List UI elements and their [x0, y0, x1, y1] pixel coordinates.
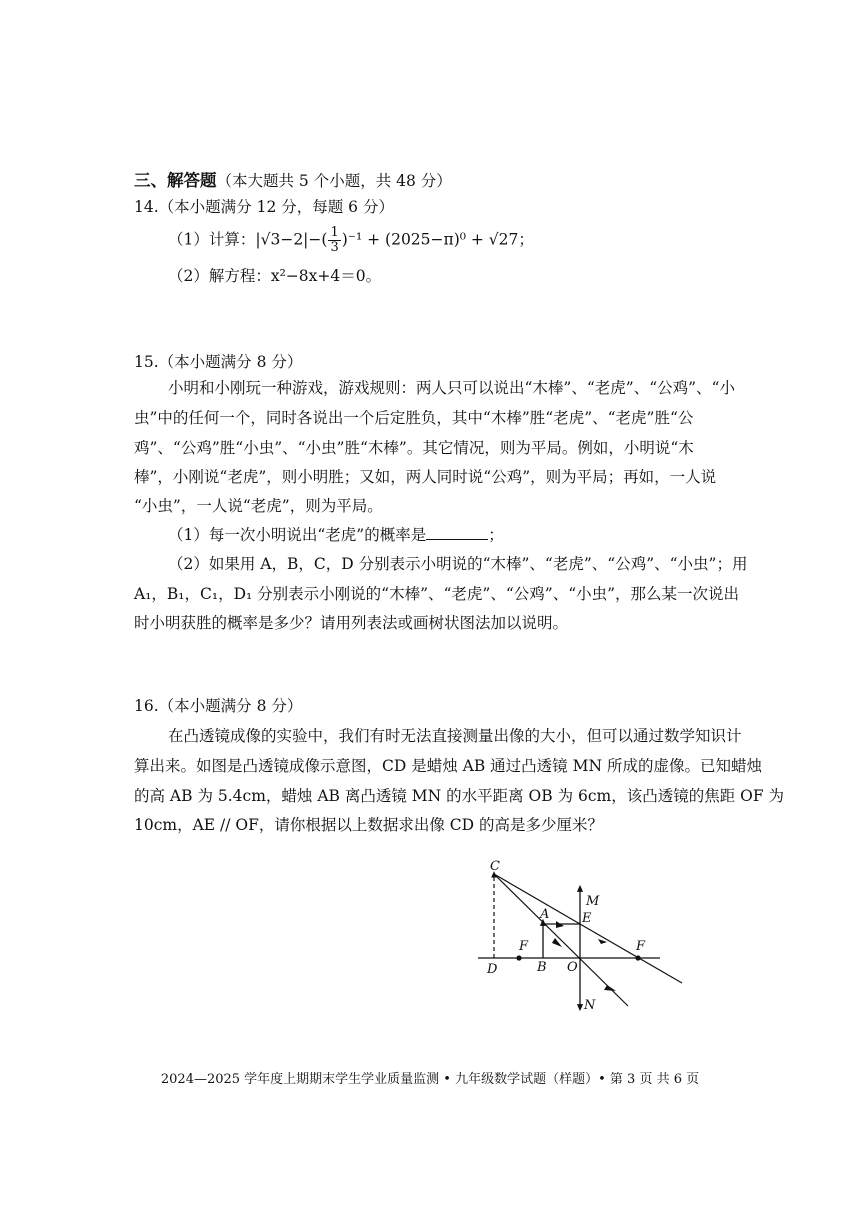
lens-diagram	[470, 858, 700, 1018]
label-e: E	[582, 911, 592, 926]
q15-line-3: 鸡”、“公鸡”胜“小虫”、“小虫”胜“木棒”。其它情况，则为平局。例如，小明说“木	[134, 439, 694, 457]
q16-line-3: 的高 AB 为 5.4cm，蜡烛 AB 离凸透镜 MN 的水平距离 OB 为 6cm，该凸透镜的焦距 OF 为	[134, 787, 785, 805]
q15-part1	[168, 525, 504, 545]
q14-part1-abs: |√3−2|	[255, 230, 309, 249]
q14-frac-num: 1	[330, 225, 339, 240]
q14-part1-rest: )⁻¹ + (2025−π)⁰ + √27；	[341, 230, 534, 249]
q15-part2-line-1: （2）如果用 A，B，C，D 分别表示小明说的“木棒”、“老虎”、“公鸡”、“小虫”；用	[168, 555, 748, 573]
label-n: N	[584, 998, 596, 1013]
label-b: B	[537, 960, 547, 975]
label-f-right: F	[636, 939, 646, 954]
section-title	[134, 167, 452, 191]
answer-blank	[426, 525, 488, 540]
label-f-left: F	[519, 939, 529, 954]
q14-header: 14.（本小题满分 12 分，每题 6 分）	[134, 198, 394, 216]
q15-header: 15.（本小题满分 8 分）	[134, 353, 303, 371]
q14-fraction	[328, 226, 340, 255]
q15-line-1: 小明和小刚玩一种游戏，游戏规则：两人只可以说出“木棒”、“老虎”、“公鸡”、“小	[168, 379, 735, 397]
q15-part2-line-2: A₁，B₁，C₁，D₁ 分别表示小刚说的“木棒”、“老虎”、“公鸡”、“小虫”，那么某一次说出	[134, 585, 740, 603]
section-note: （本大题共 5 个小题，共 48 分）	[216, 172, 452, 190]
q14-part1-label: （1）计算：	[168, 230, 256, 249]
q15-part2-line-3: 时小明获胜的概率是多少？请用列表法或画树状图法加以说明。	[134, 614, 569, 632]
q15-line-4: 棒”，小刚说“老虎”，则小明胜；又如，两人同时说“公鸡”，则为平局；再如，一人说	[134, 468, 717, 486]
label-d: D	[487, 962, 498, 977]
q15-part1-text: （1）每一次小明说出“老虎”的概率是	[168, 526, 427, 544]
focus-right	[635, 955, 640, 960]
q15-part1-end: ；	[488, 526, 504, 544]
q15-line-2: 虫”中的任何一个，同时各说出一个后定胜负，其中“木棒”胜“老虎”、“老虎”胜“公	[134, 409, 694, 427]
q14-frac-den: 3	[330, 240, 339, 255]
page-footer: 2024—2025 学年度上期期末学生学业质量监测 • 九年级数学试题（样题）• 第 3 页 共 6 页	[160, 1072, 700, 1087]
q14-part1	[168, 226, 534, 255]
q14-part1-minus: −(	[308, 230, 328, 249]
q16-line-4: 10cm，AE // OF，请你根据以上数据求出像 CD 的高是多少厘米？	[134, 816, 604, 834]
label-a: A	[540, 907, 550, 922]
q14-part2: （2）解方程：x²−8x+4＝0。	[168, 267, 382, 285]
ray-arrow-4	[604, 985, 616, 991]
focus-left	[516, 955, 521, 960]
q16-line-1: 在凸透镜成像的实验中，我们有时无法直接测量出像的大小，但可以通过数学知识计	[168, 727, 742, 745]
q16-header: 16.（本小题满分 8 分）	[134, 697, 303, 715]
q16-line-2: 算出来。如图是凸透镜成像示意图，CD 是蜡烛 AB 通过凸透镜 MN 所成的虚像。已知蜡烛	[134, 757, 762, 775]
label-m: M	[586, 894, 600, 909]
label-c: C	[490, 859, 500, 874]
ray-arrow-2	[598, 939, 607, 944]
q15-line-5: “小虫”，一人说“老虎”，则为平局。	[134, 497, 383, 515]
label-o: O	[567, 960, 578, 975]
section-title-text: 三、解答题	[134, 171, 217, 190]
